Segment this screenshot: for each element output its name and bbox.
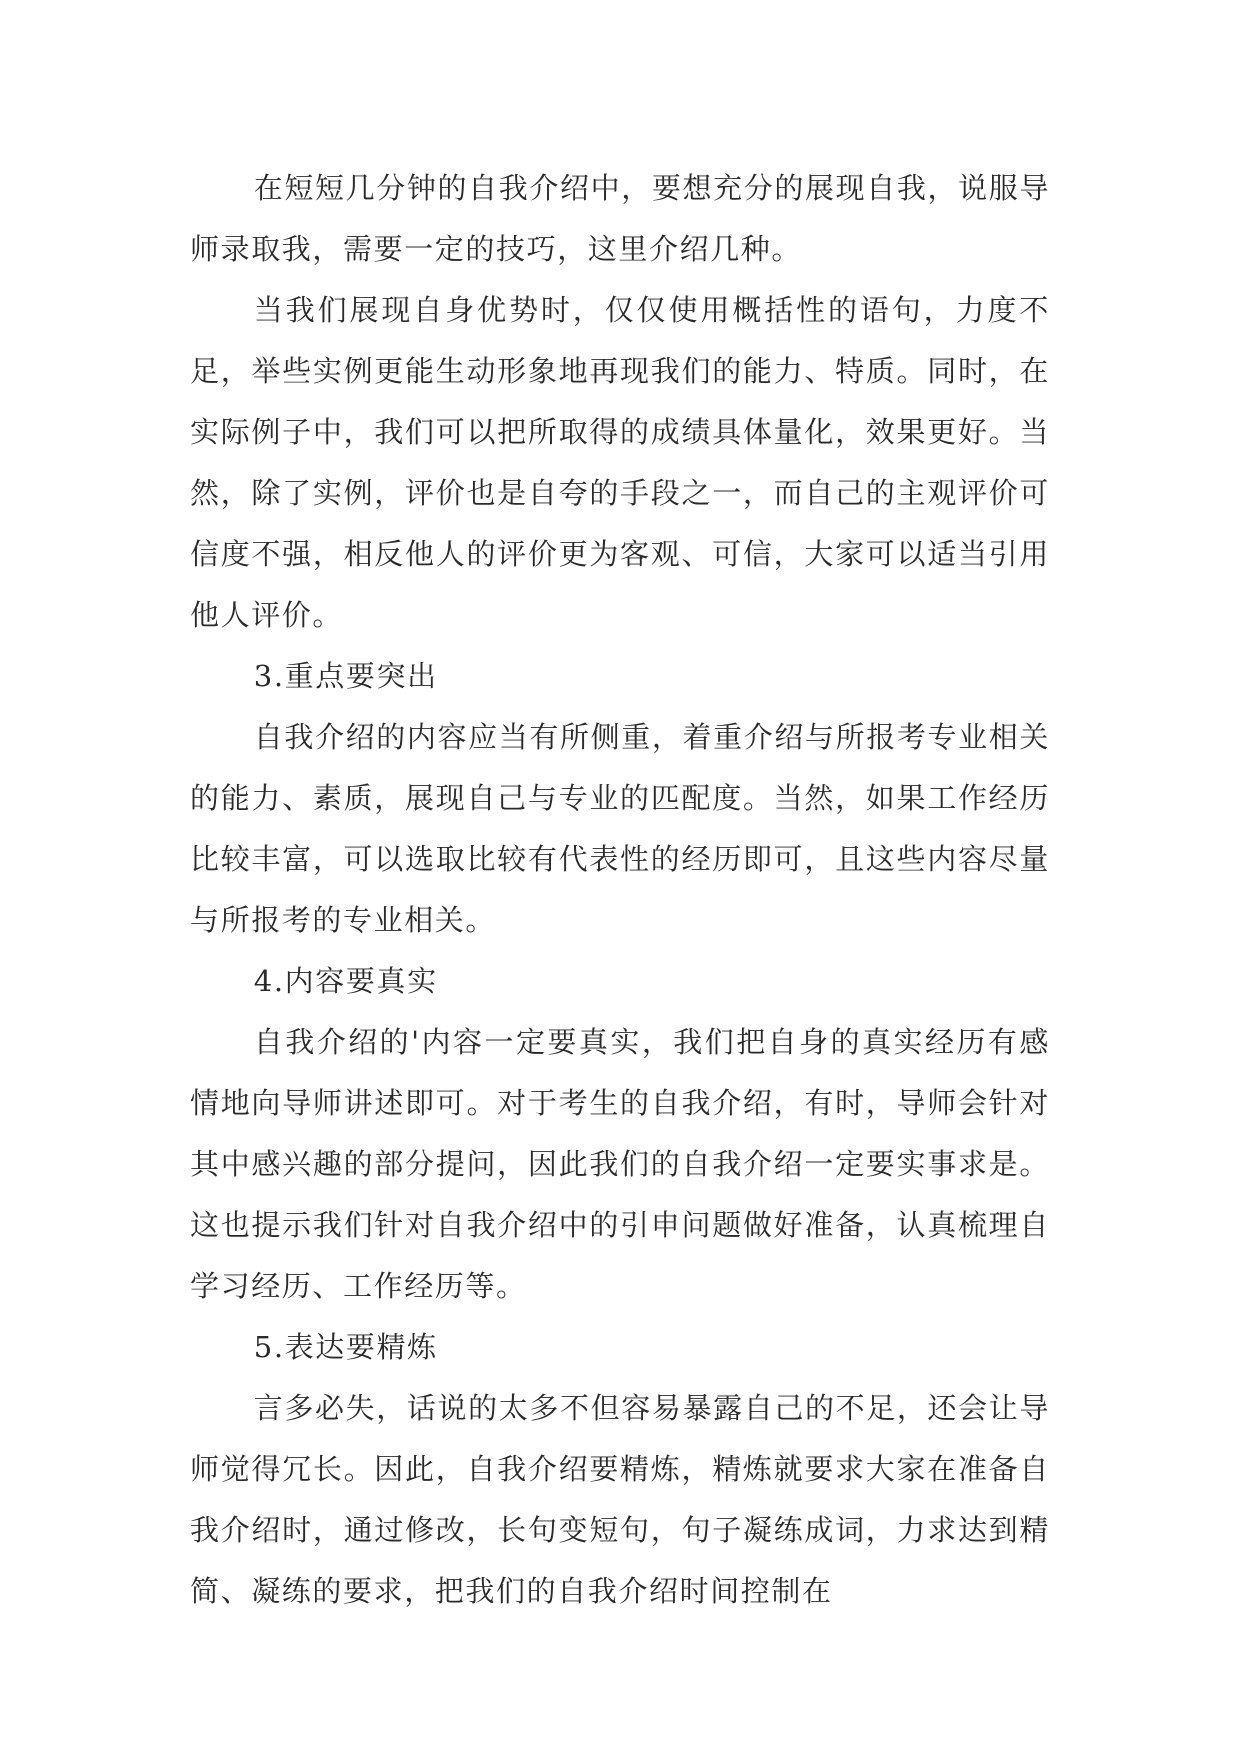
section-heading-5: 5.表达要精炼 [253, 1330, 438, 1364]
section-heading-4: 4.内容要真实 [253, 964, 438, 998]
paragraph-focus: 自我介绍的内容应当有所侧重，着重介绍与所报考专业相关的能力、素质，展现自己与专业的匹配度。当然，如果工作经历比较丰富，可以选取比较有代表性的经历即可，且这些内容尽量与所报考的专业相关。 [190, 720, 1050, 937]
document-body [190, 158, 1050, 1622]
paragraph-examples: 当我们展现自身优势时，仅仅使用概括性的语句，力度不足，举些实例更能生动形象地再现我们的能力、特质。同时，在实际例子中，我们可以把所取得的成绩具体量化，效果更好。当然，除了实例，评价也是自夸的手段之一，而自己的主观评价可信度不强，相反他人的评价更为客观、可信，大家可以适当引用他人评价。 [190, 293, 1050, 632]
paragraph-concise: 言多必失，话说的太多不但容易暴露自己的不足，还会让导师觉得冗长。因此，自我介绍要精炼，精炼就要求大家在准备自我介绍时，通过修改，长句变短句，句子凝练成词，力求达到精简、凝练的要求，把我们的自我介绍时间控制在 [190, 1391, 1050, 1608]
paragraph-intro: 在短短几分钟的自我介绍中，要想充分的展现自我，说服导师录取我，需要一定的技巧，这里介绍几种。 [190, 171, 1050, 266]
section-heading-3: 3.重点要突出 [253, 659, 438, 693]
paragraph-truthful: 自我介绍的'内容一定要真实，我们把自身的真实经历有感情地向导师讲述即可。对于考生的自我介绍，有时，导师会针对其中感兴趣的部分提问，因此我们的自我介绍一定要实事求是。这也提示我们针对自我介绍中的引申问题做好准备，认真梳理自学习经历、工作经历等。 [190, 1025, 1050, 1303]
